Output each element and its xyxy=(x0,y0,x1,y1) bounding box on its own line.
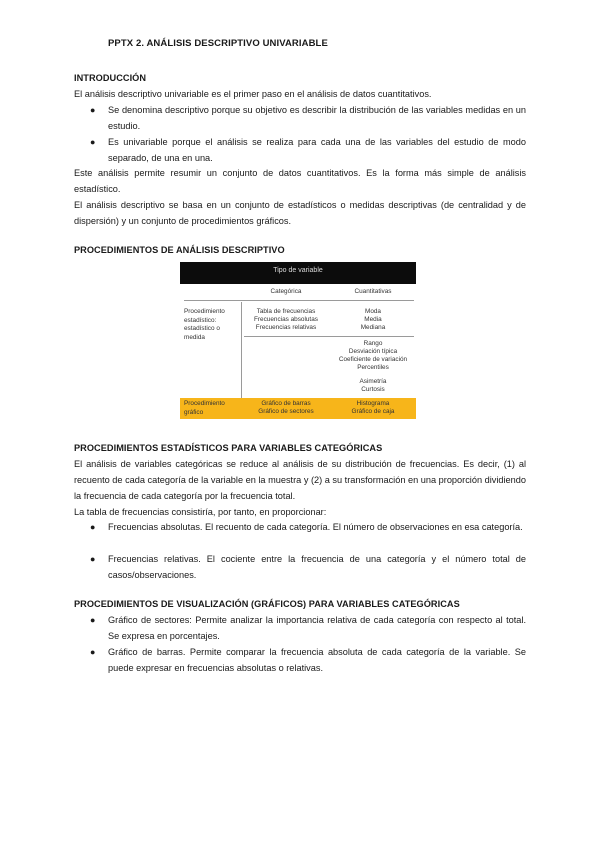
cell-cat-graph: Gráfico de barras xyxy=(261,400,311,407)
cell-cuant-dispersion: Desviación típica xyxy=(348,348,398,355)
cell-cuant-dispersion: Percentiles xyxy=(357,364,389,371)
list-item xyxy=(90,134,526,166)
intro-paragraph-3: El análisis descriptivo se basa en un conjunto de estadísticos o medidas descriptivas (de centralidad y de dispersión) y un conjunto de procedimientos gráficos. xyxy=(74,200,526,226)
categorical-paragraph-2: La tabla de frecuencias consistiría, por tanto, en proporcionar: xyxy=(74,507,327,517)
table-divider xyxy=(184,300,414,301)
intro-heading: INTRODUCCIÓN xyxy=(74,73,147,83)
list-item xyxy=(90,519,526,535)
bullet-icon: ● xyxy=(90,554,96,564)
list-item-text: Gráfico de sectores: Permite analizar la importancia relativa de cada categoría con respecto al total. Se expresa en porcentajes. xyxy=(108,615,526,641)
list-item xyxy=(90,551,526,583)
bullet-icon: ● xyxy=(90,647,96,657)
cell-cuant-dispersion: Coeficiente de variación xyxy=(338,356,408,363)
cell-cuant-central: Moda xyxy=(365,308,381,315)
table-column-divider xyxy=(241,302,242,398)
cell-cat-item: Frecuencias relativas xyxy=(255,324,317,331)
list-item xyxy=(90,612,526,644)
intro-paragraph-1: El análisis descriptivo univariable es el primer paso en el análisis de datos cuantitativos. xyxy=(74,89,432,99)
row-label-statistic: Procedimiento estadístico: estadístico o medida xyxy=(184,308,225,341)
visualization-heading: PROCEDIMIENTOS DE VISUALIZACIÓN (GRÁFICOS) PARA VARIABLES CATEGÓRICAS xyxy=(74,599,460,609)
cell-cat-graph: Gráfico de sectores xyxy=(258,408,314,415)
column-categorica: Categórica xyxy=(270,288,302,295)
list-item xyxy=(90,102,526,134)
cell-cuant-shape: Curtosis xyxy=(361,386,385,393)
bullet-icon: ● xyxy=(90,615,96,625)
list-item-text: Se denomina descriptivo porque su objetivo es describir la distribución de las variables medidas en un estudio. xyxy=(108,105,526,131)
cell-cuant-graph: Gráfico de caja xyxy=(351,408,395,415)
list-item-text: Es univariable porque el análisis se realiza para cada una de las variables del estudio de modo separado, de una en una. xyxy=(108,137,526,163)
bullet-icon: ● xyxy=(90,522,96,532)
procedures-table xyxy=(180,262,416,419)
list-item-text: Gráfico de barras. Permite comparar la frecuencia absoluta de cada categoría de la variable. Se puede expresar en frecuencias absolutas o relativas. xyxy=(108,647,526,673)
bullet-icon: ● xyxy=(90,137,96,147)
procedures-heading: PROCEDIMIENTOS DE ANÁLISIS DESCRIPTIVO xyxy=(74,245,285,255)
document-title: PPTX 2. ANÁLISIS DESCRIPTIVO UNIVARIABLE xyxy=(108,38,328,49)
cell-cuant-shape: Asimetría xyxy=(359,378,387,385)
categorical-paragraph-1: El análisis de variables categóricas se reduce al análisis de su distribución de frecuencias. Es decir, (1) al recuento de cada categoría de la variable en la muestra y (2) a su transformación en una proporción dividiendo la frecuencia de cada categoría por la frecuencia total. xyxy=(74,459,526,501)
intro-paragraph-2: Este análisis permite resumir un conjunto de datos cuantitativos. Es la forma más simple de análisis estadístico. xyxy=(74,168,526,194)
cell-cat-item: Tabla de frecuencias xyxy=(256,308,316,315)
cell-cuant-graph: Histograma xyxy=(356,400,390,407)
cell-cuant-central: Media xyxy=(364,316,382,323)
column-cuantitativas: Cuantitativas xyxy=(354,288,392,295)
categorical-heading: PROCEDIMIENTOS ESTADÍSTICOS PARA VARIABLES CATEGÓRICAS xyxy=(74,443,383,453)
list-item-text: Frecuencias relativas. El cociente entre la frecuencia de una categoría y el número total de casos/observaciones. xyxy=(108,554,526,580)
list-item xyxy=(90,644,526,676)
bullet-icon: ● xyxy=(90,105,96,115)
cell-cuant-dispersion: Rango xyxy=(363,340,383,347)
table-divider xyxy=(244,336,414,337)
list-item-text: Frecuencias absolutas. El recuento de cada categoría. El número de observaciones en esa categoría. xyxy=(108,522,523,532)
row-label-graphic: Procedimiento gráfico xyxy=(184,400,225,416)
cell-cat-item: Frecuencias absolutas xyxy=(254,316,318,323)
table-header xyxy=(180,262,416,284)
cell-cuant-central: Mediana xyxy=(360,324,386,331)
table-header-label: Tipo de variable xyxy=(273,267,323,274)
